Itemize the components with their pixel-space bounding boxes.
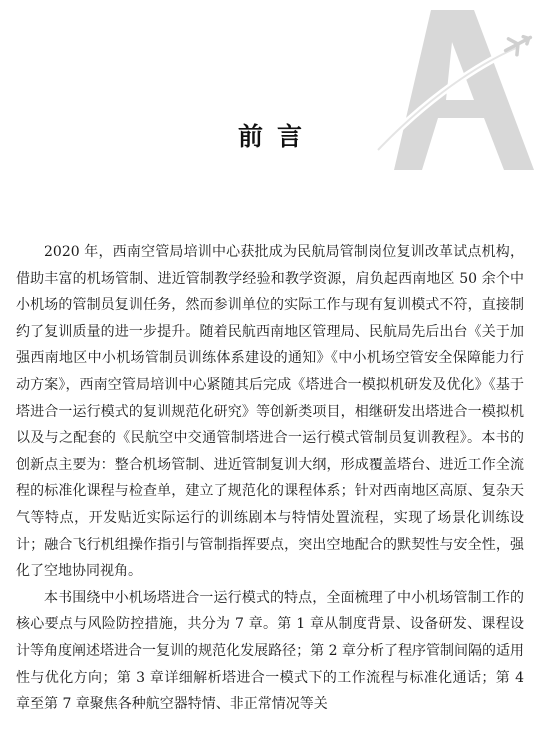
paragraph: 本书围绕中小机场塔进合一运行模式的特点，全面梳理了中小机场管制工作的核心要点与风险防控措施，共分为 7 章。第 1 章从制度背景、设备研发、课程设计等角度阐述塔进合一复训的规范化发展路径；第 2 章分析了程序管制间隔的适用性与优化方向；第 3 章详细解析塔进合一模式下的工作流程与标准化通话；第 4 章至第 7 章聚焦各种航空器特情、非正常情况等关 bbox=[16, 589, 524, 713]
paragraph: 2020 年，西南空管局培训中心获批成为民航局管制岗位复训改革试点机构，借助丰富的机场管制、进近管制教学经验和教学资源，肩负起西南地区 50 余个中小机场的管制员复训任务，然而参训单位的实际工作与现有复训模式不符，直接制约了复训质量的进一步提升。随着民航西南地区管理局、民航局先后出台《关于加强西南地区中小机场管制员训练体系建设的通知》《中小机场空管安全保障能力行动方案》，西南空管局培训中心紧随其后完成《塔进合一模拟机研发及优化》《基于塔进合一运行模式的复训规范化研究》等创新类项目，相继研发出塔进合一模拟机以及与之配套的《民航空中交通管制塔进合一运行模式管制员复训教程》。本书的创新点主要为：整合机场管制、进近管制复训大纲，形成覆盖塔台、进近工作全流程的标准化课程与检查单，建立了规范化的课程体系；针对西南地区高原、复杂天气等特点，开发贴近实际运行的训练剧本与特情处置流程，实现了场景化训练设计；融合飞行机组操作指引与管制指挥要点，突出空地配合的默契性与安全性，强化了空地协同视角。 bbox=[16, 244, 524, 580]
page-title: 前言 bbox=[237, 122, 316, 151]
body-text bbox=[16, 239, 524, 718]
